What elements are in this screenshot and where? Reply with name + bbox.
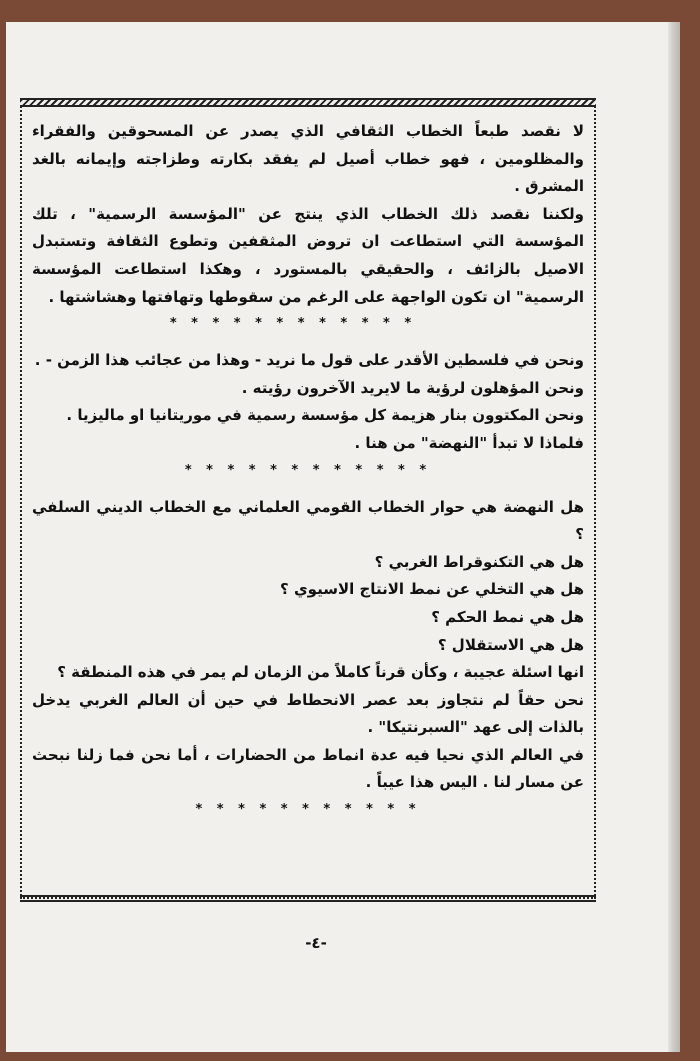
paragraph: انها اسئلة عجيبة ، وكأن قرناً كاملاً من الزمان لم يمر في هذه المنطقة ؟ xyxy=(57,663,584,682)
page-stack-edge xyxy=(668,22,680,1052)
paragraph: هل هي الاستقلال ؟ xyxy=(437,635,584,654)
frame-bottom-border xyxy=(20,895,596,902)
paragraph: هل هي نمط الحكم ؟ xyxy=(431,607,584,626)
separator: * * * * * * * * * * * * xyxy=(184,462,432,478)
paragraph: ونحن المؤهلون لرؤية ما لايريد الآخرون رؤيته . xyxy=(241,378,584,397)
page-text xyxy=(32,118,584,823)
separator: * * * * * * * * * * * xyxy=(195,802,421,818)
paragraph: لا نقصد طبعاً الخطاب الثقافي الذي يصدر عن المسحوقين والفقراء والمظلومين ، فهو خطاب أصيل لم يفقد بكارته وطزاجته وإيمانه بالغد المشرق . xyxy=(32,122,584,196)
paragraph: ولكننا نقصد ذلك الخطاب الذي ينتج عن "المؤسسة الرسمية" ، تلك المؤسسة التي استطاعت ان تروض المثقفين وتطوع الثقافة وتستبدل الاصيل بالزائف ، والحقيقي بالمستورد ، وهكذا استطاعت المؤسسة الرسمية" ان تكون الواجهة على الرغم من سقوطها وتهافتها وهشاشتها . xyxy=(32,204,584,306)
paragraph: هل هي التخلي عن نمط الانتاج الاسيوي ؟ xyxy=(280,580,584,599)
frame-top-border xyxy=(20,98,596,107)
paragraph: نحن حقاً لم نتجاوز بعد عصر الانحطاط في حين أن العالم الغربي يدخل بالذات إلى عهد "السبرنتيكا" . xyxy=(32,690,584,737)
paragraph: هل هي التكنوقراط الغربي ؟ xyxy=(374,552,584,571)
paragraph: هل النهضة هي حوار الخطاب القومي العلماني مع الخطاب الديني السلفي ؟ xyxy=(32,497,584,544)
paragraph: فلماذا لا تبدأ "النهضة" من هنا . xyxy=(354,433,584,452)
paragraph: ونحن المكتوون بنار هزيمة كل مؤسسة رسمية في موريتانيا او ماليزيا . xyxy=(66,406,584,425)
paragraph: ونحن في فلسطين الأقدر على قول ما نريد - وهذا من عجائب هذا الزمن - . xyxy=(34,351,584,370)
paragraph: في العالم الذي نحيا فيه عدة انماط من الحضارات ، أما نحن فما زلنا نبحث عن مسار لنا . اليس هذا عيباً . xyxy=(32,745,584,792)
page-number: -٤- xyxy=(305,934,327,952)
separator: * * * * * * * * * * * * xyxy=(169,316,417,332)
